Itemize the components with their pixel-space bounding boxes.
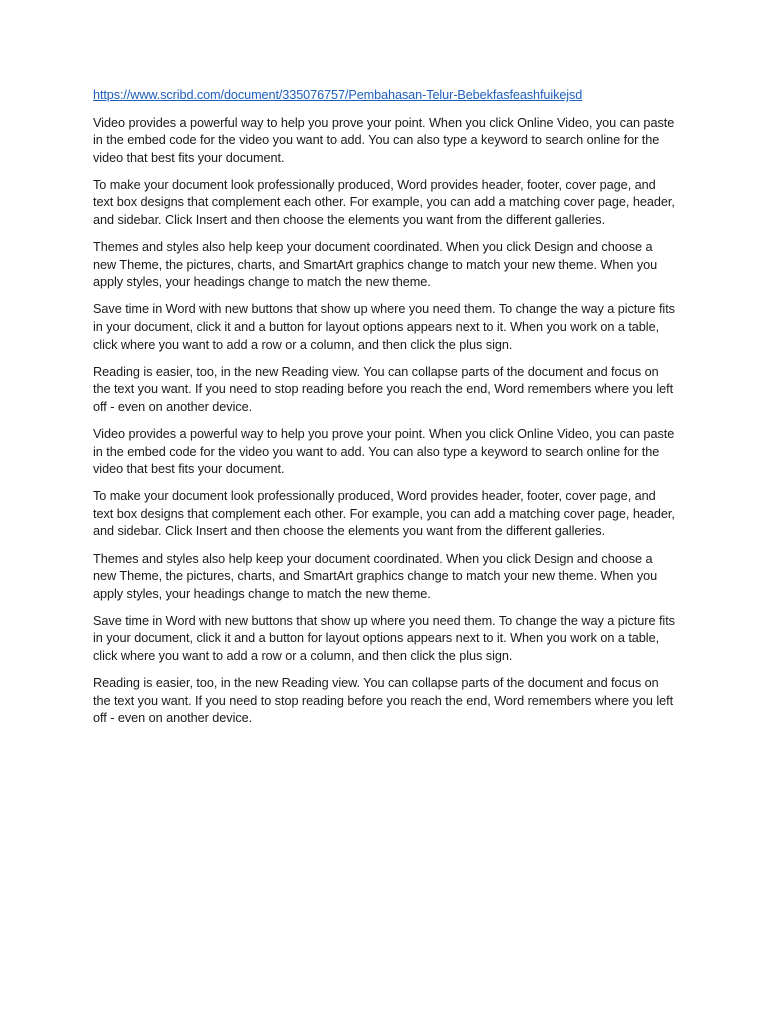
paragraph-1: Video provides a powerful way to help you prove your point. When you click Online Video, you can paste in the embed code for the video you want to add. You can also type a keyword to search online for the video that best fits your document. xyxy=(93,115,675,165)
document-page xyxy=(93,87,678,737)
paragraph-7: To make your document look professionally produced, Word provides header, footer, cover page, and text box designs that complement each other. For example, you can add a matching cover page, header, and sidebar. Click Insert and then choose the elements you want from the different galleries. xyxy=(93,489,675,539)
paragraph-4: Save time in Word with new buttons that show up where you need them. To change the way a picture fits in your document, click it and a button for layout options appears next to it. When you work on a table, click where you want to add a row or a column, and then click the plus sign. xyxy=(93,302,675,352)
paragraph-2: To make your document look professionally produced, Word provides header, footer, cover page, and text box designs that complement each other. For example, you can add a matching cover page, header, and sidebar. Click Insert and then choose the elements you want from the different galleries. xyxy=(93,177,675,228)
document-link[interactable]: https://www.scribd.com/document/335076757/Pembahasan-Telur-Bebekfasfeashfuikejsd xyxy=(93,88,583,102)
paragraph-8: Themes and styles also help keep your document coordinated. When you click Design and choose a new Theme, the pictures, charts, and SmartArt graphics change to match your new theme. When you apply styles, your headings change to match the new theme. xyxy=(93,551,658,601)
paragraph-9: Save time in Word with new buttons that show up where you need them. To change the way a picture fits in your document, click it and a button for layout options appears next to it. When you work on a table, click where you want to add a row or a column, and then click the plus sign. xyxy=(93,613,675,664)
paragraph-6: Video provides a powerful way to help you prove your point. When you click Online Video, you can paste in the embed code for the video you want to add. You can also type a keyword to search online for the video that best fits your document. xyxy=(93,427,675,477)
paragraph-3: Themes and styles also help keep your document coordinated. When you click Design and choose a new Theme, the pictures, charts, and SmartArt graphics change to match your new theme. When you apply styles, your headings change to match the new theme. xyxy=(93,240,658,290)
paragraph-10: Reading is easier, too, in the new Reading view. You can collapse parts of the document and focus on the text you want. If you need to stop reading before you reach the end, Word remembers where you left off - even on another device. xyxy=(93,676,674,726)
paragraph-5: Reading is easier, too, in the new Reading view. You can collapse parts of the document and focus on the text you want. If you need to stop reading before you reach the end, Word remembers where you left off - even on another device. xyxy=(93,364,674,414)
